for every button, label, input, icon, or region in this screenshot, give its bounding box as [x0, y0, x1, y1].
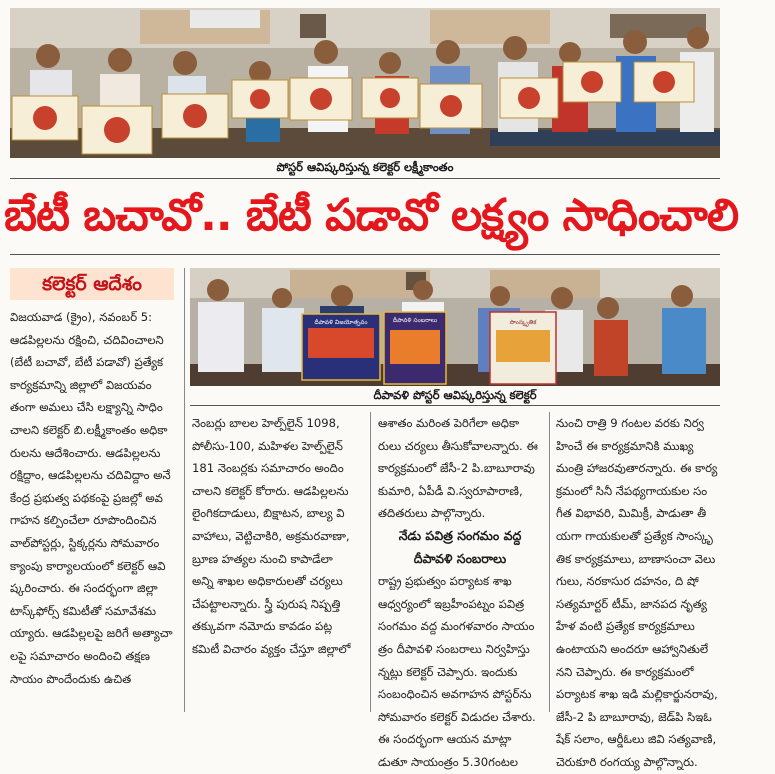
- caption-divider: [10, 178, 720, 179]
- column-rule-1: [184, 268, 185, 712]
- col4-line: షేక్ సలాం, ఆర్డీఓలు జివి సత్యవాణి,: [556, 732, 717, 747]
- top-photo-poster-release: [10, 8, 720, 158]
- col2-line: కమిటీ విచారం వ్యక్తం చేస్తూ జిల్లాలో: [192, 641, 351, 656]
- col2-line: అన్ని శాఖల అధికారులతో చర్యలు: [192, 574, 343, 589]
- diwali-subheading: దీపావళి సంబరాలు: [413, 550, 507, 566]
- poster-text-2: దీపావళి సంబరాలు: [392, 317, 438, 324]
- col2-line: బ్రూణ హత్యల నుంచి కాపాడేలా: [192, 551, 333, 566]
- caption2-divider: [190, 405, 720, 406]
- col3-line: కుమారి, ఏపీడీ వి.స్వరూపారాణి,: [378, 483, 523, 498]
- photo-diwali-poster-release: [190, 268, 720, 386]
- col4-line: జేసీ-2 పి బాబూరావు, జెడ్‌పి సిఇఓ: [556, 709, 712, 724]
- article-column-4: [556, 412, 720, 774]
- col2-line: వాహాలు, వెట్టిచాకిరి, అక్రమరవాణా,: [192, 528, 350, 543]
- col3-line: కార్యక్రమంలో జేసీ-2 పి.బాబూరావు: [378, 461, 535, 476]
- col3-line: తదితరులు పాల్గొన్నారు.: [378, 506, 486, 521]
- top-photo-caption: పోస్టర్ ఆవిష్కరిస్తున్న కలెక్టర్ లక్ష్మీకాంతం: [276, 160, 454, 174]
- col1-line: లపై సమాచారం అందించి తక్షణ: [10, 648, 150, 663]
- col2-line: చేపట్టాలన్నారు. స్త్రీ పురుష నిష్పత్తి: [192, 596, 341, 611]
- col2-line: లైంగికదాడులు, బిక్షాటన, బాల్య వి: [192, 506, 345, 521]
- col1-line: టాస్క్‌ఫోర్స్ కమిటీతో సమావేశమ: [10, 603, 156, 618]
- col4-line: నని చెప్పారు. ఈ కార్యక్రమంలో: [556, 664, 694, 679]
- article-column-2: [192, 412, 360, 661]
- col3-body-line: డుతూ సాయంత్రం 5.30గంటల: [378, 754, 518, 769]
- col4-line: నుంచి రాత్రి 9 గంటల వరకు నిర్వ: [556, 416, 704, 430]
- poster-text-1: దీపావళి విజయోత్సవం: [314, 319, 368, 326]
- col4-line: పర్యాటక శాఖ ఇడి మల్లికార్జునరావు,: [556, 687, 718, 702]
- col4-line: క్రమంలో సినీ నేపథ్యగాయకుల సం: [556, 483, 708, 498]
- col1-line: ఆడపిల్లలను రక్షించి, చదివించాలని: [10, 332, 164, 347]
- col1-line: య్యారు. ఆడపిల్లలపై జరిగే అత్యాచా: [10, 626, 173, 641]
- col2-line: నెంబర్లు బాలల హెల్ప్‌లైన్ 1098,: [192, 416, 340, 430]
- col3-body-line: న్నట్లు కలెక్టర్ చెప్పారు. ఇందుకు: [378, 664, 518, 679]
- col4-line: హించే ఈ కార్యక్రమానికి ముఖ్య: [556, 438, 694, 453]
- col1-line: (బేటీ బచావో, బేటీ పడావో) ప్రత్యేక: [10, 355, 164, 370]
- col4-line: హేళ వంటి ప్రత్యేక కార్యక్రమాలు: [556, 619, 695, 634]
- col1-line: క్యాంపు కార్యాలయంలో కలెక్టర్ ఆవి: [10, 558, 166, 573]
- col4-line: ఉంటాయని అందరూ ఆహ్వానితులే: [556, 641, 709, 656]
- headline-divider: [10, 254, 720, 255]
- col1-line: గాహన కల్పించేలా రూపొందించిన: [10, 513, 157, 528]
- section-label: కలెక్టర్ ఆదేశం: [10, 268, 174, 300]
- poster-text-3: సాంస్కృతిక: [509, 319, 537, 326]
- col3-line: రులు చర్యలు తీసుకోవాలన్నారు. ఈ: [378, 438, 538, 453]
- col3-body-line: రాష్ట్ర ప్రభుత్వం పర్యాటక శాఖ: [378, 574, 512, 589]
- diwali-subheading: నేడు పవిత్ర సంగమం వద్ద: [398, 527, 522, 543]
- col4-line: చెరుకూరి రంగయ్య పాల్గొన్నారు.: [556, 754, 698, 769]
- col1-line: కార్యక్రమాన్ని జిల్లాలో విజయవం: [10, 377, 152, 392]
- second-photo-diwali-poster: [190, 268, 720, 386]
- col1-line: విజయవాడ (క్రైం), నవంబర్ 5:: [10, 310, 153, 324]
- col1-line: రులను ఆదేశించారు. ఆడపిల్లలను: [10, 445, 161, 460]
- col1-line: సాయం పొందేందుకు ఉచిత: [10, 671, 132, 686]
- col1-line: వాల్‌పోస్టర్లు, స్టిక్కర్లను సోమవారం: [10, 535, 160, 550]
- col3-body-line: ఆధ్వర్యంలో ఇబ్రహీంపట్నం పవిత్ర: [378, 596, 525, 611]
- col4-line: మంత్రి హాజరవుతారన్నారు. ఈ కార్య: [556, 461, 718, 476]
- col4-line: యగా గాయకులతో ప్రత్యేక సాంస్కృ: [556, 528, 713, 543]
- col3-body-line: త్రం దీపావళి సంబరాలు నిర్వహిస్తు: [378, 641, 530, 656]
- photo-officials-holding-posters: [10, 8, 720, 158]
- col3-body-line: ఈ సందర్భంగా ఆయన మాట్లా: [378, 732, 512, 747]
- second-photo-caption: దీపావళి పోస్టర్ ఆవిష్కరిస్తున్న కలెక్టర్: [373, 388, 537, 402]
- col2-line: పోలీసు-100, మహిళల హెల్ప్‌లైన్: [192, 438, 343, 453]
- col4-line: సత్యమార్టర్ టీమ్, జానపద నృత్య: [556, 596, 707, 611]
- article-column-1: [10, 306, 178, 690]
- col3-body-line: సోమవారం కలెక్టర్ విడుదల చేశారు.: [378, 709, 536, 724]
- article-column-3: [378, 412, 542, 774]
- col1-line: కేంద్ర ప్రభుత్వ పథకంపై ప్రజల్లో అవ: [10, 490, 163, 505]
- col2-line: చాలని కలెక్టర్ కోరారు. ఆడపిల్లలను: [192, 483, 349, 498]
- col4-line: గులు, నరకాసుర దహనం, ది షో: [556, 574, 699, 589]
- col3-body-line: సంగమం వద్ద మంగళవారం సాయం: [378, 619, 535, 634]
- col1-line: ష్కరించారు. ఈ సందర్భంగా జిల్లా: [10, 581, 158, 596]
- col4-line: గీత విభావరి, మిమిక్రీ, పాడుతా తీ: [556, 506, 707, 521]
- col1-line: రక్షిద్దాం, ఆడపిల్లలను చదివిద్దాం అనే: [10, 468, 171, 483]
- column-rule-2: [370, 412, 371, 712]
- column-rule-3: [549, 412, 550, 712]
- col2-line: 181 నెంబర్లకు సమాచారం అందిం: [192, 461, 344, 476]
- col3-line: ఆశాతం మరింత పెరిగేలా అధికా: [378, 416, 519, 430]
- col1-line: తంగా అమలు చేసి లక్ష్యాన్ని సాధిం: [10, 400, 163, 415]
- col3-body-line: సంబంధించిన అవగాహన పోస్టర్‌ను: [378, 687, 532, 702]
- headline: బేటీ బచావో.. బేటీ పడావో లక్ష్యం సాధించాలి: [4, 190, 739, 241]
- col4-line: తిక కార్యక్రమాలు, బాణాసంచా వెలు: [556, 551, 716, 566]
- col2-line: తక్కువగా నమోదు కావడం పట్ల: [192, 619, 333, 634]
- col1-line: చాలని కలెక్టర్ బి.లక్ష్మీకాంతం అధికా: [10, 422, 168, 437]
